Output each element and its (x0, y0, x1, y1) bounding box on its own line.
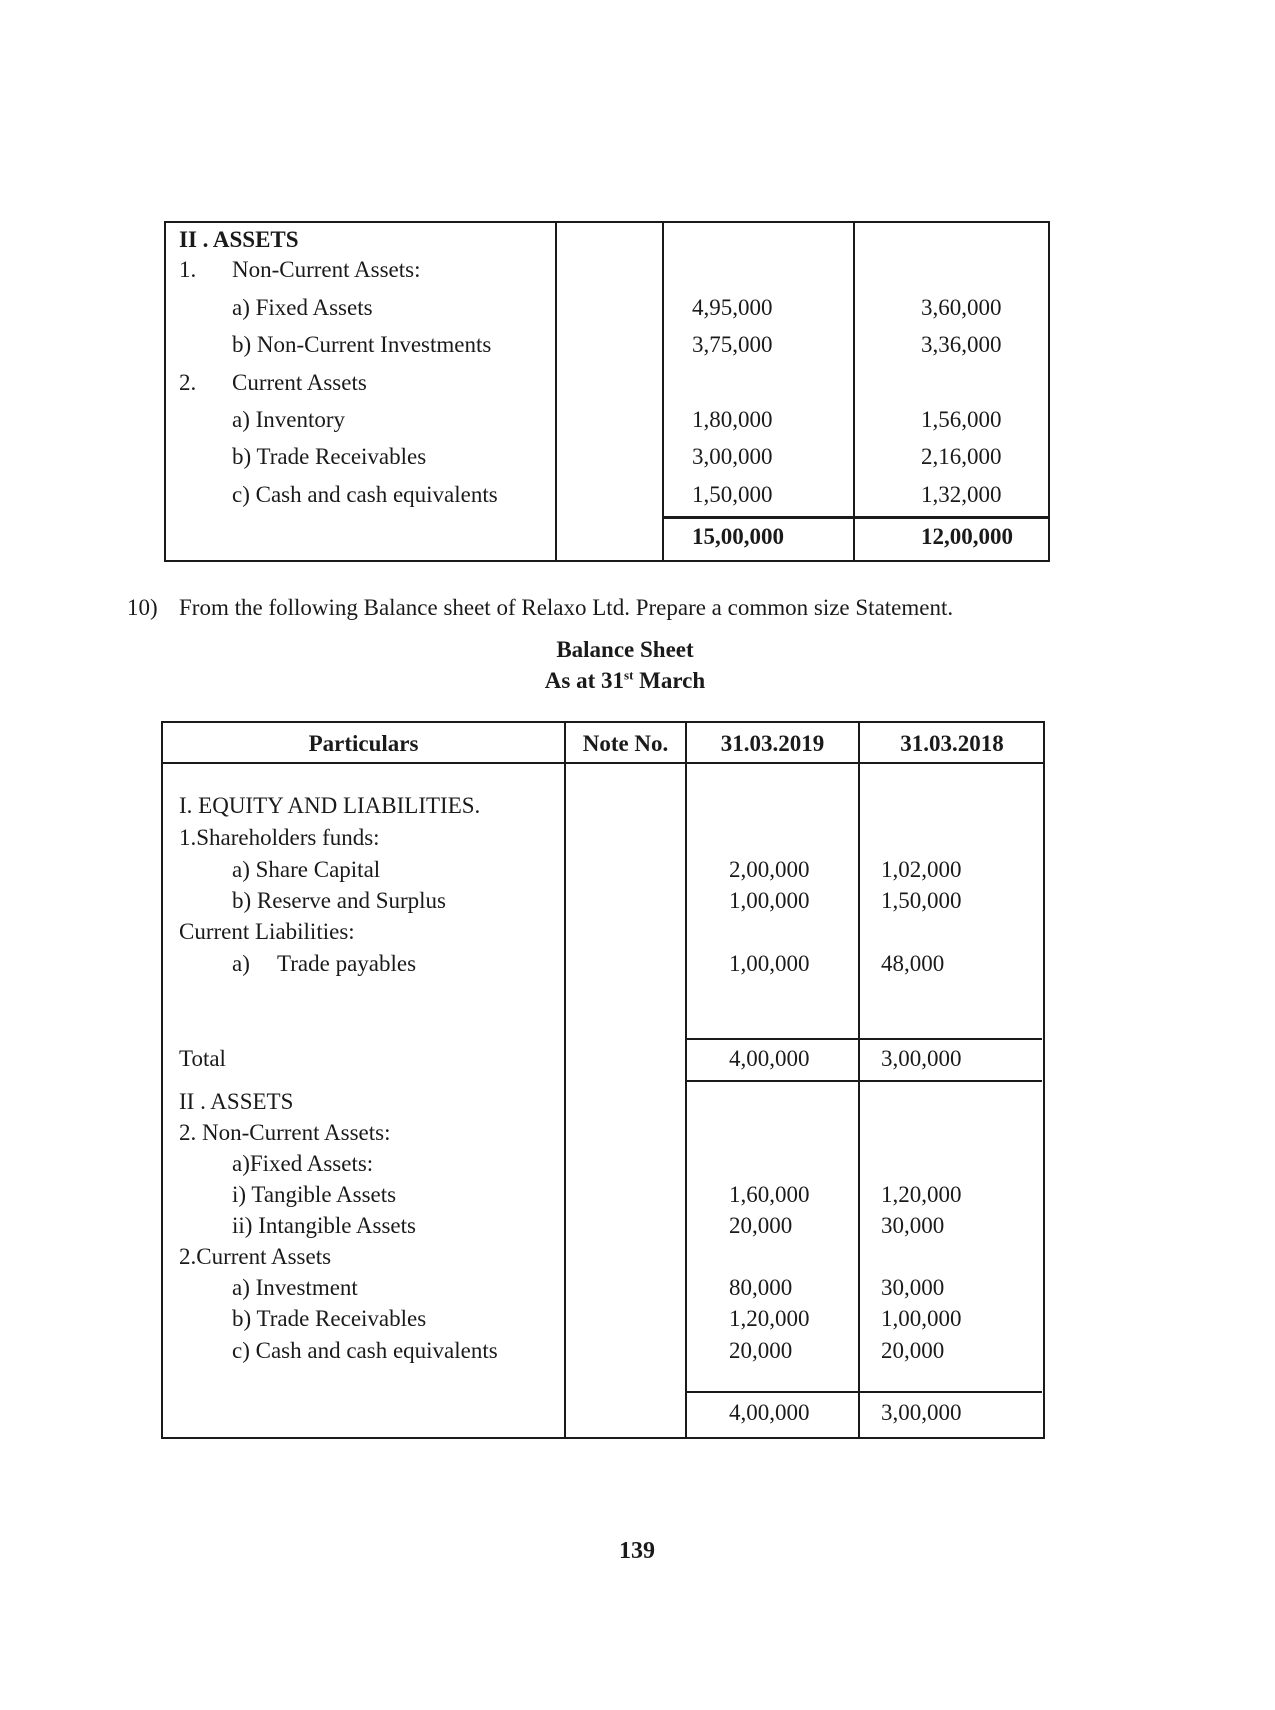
value-py: 3,36,000 (921, 332, 1002, 357)
item-label: b) Non-Current Investments (232, 332, 492, 357)
value-cy: 3,75,000 (692, 332, 773, 357)
value-py: 1,02,000 (881, 857, 962, 882)
total-rule (686, 1038, 1042, 1040)
total-cy: 15,00,000 (692, 524, 784, 549)
row-label: a) Share Capital (232, 857, 381, 882)
row-label: ii) Intangible Assets (232, 1213, 416, 1238)
value-py: 1,00,000 (881, 1306, 962, 1331)
value-py: 30,000 (881, 1275, 945, 1300)
grand-total-py: 3,00,000 (881, 1400, 962, 1425)
column-divider (853, 221, 855, 562)
total-rule (686, 1391, 1042, 1393)
sheet-title: Balance Sheet (556, 637, 694, 662)
row-label: I. EQUITY AND LIABILITIES. (179, 793, 481, 818)
value-cy: 1,20,000 (729, 1306, 810, 1331)
row-label: 2.Current Assets (179, 1244, 332, 1269)
value-py: 30,000 (881, 1213, 945, 1238)
grand-total-cy: 4,00,000 (729, 1400, 810, 1425)
column-divider (662, 221, 664, 562)
value-cy: 80,000 (729, 1275, 793, 1300)
total-rule (663, 516, 1049, 519)
header-rule (161, 762, 1045, 764)
value-py: 2,16,000 (921, 444, 1002, 469)
row-label: b) Reserve and Surplus (232, 888, 446, 913)
value-py: 48,000 (881, 951, 945, 976)
row-label: a) (232, 951, 250, 976)
column-divider (555, 221, 557, 562)
value-cy: 3,00,000 (692, 444, 773, 469)
row-label: a)Fixed Assets: (232, 1151, 374, 1176)
item-number: 2. (179, 370, 197, 395)
value-cy: 20,000 (729, 1213, 793, 1238)
row-label: 1.Shareholders funds: (179, 825, 380, 850)
row-label: Trade payables (277, 951, 417, 976)
row-label: II . ASSETS (179, 1089, 294, 1114)
value-py: 1,56,000 (921, 407, 1002, 432)
item-label: a) Inventory (232, 407, 346, 432)
value-cy: 1,00,000 (729, 951, 810, 976)
total-label: Total (179, 1046, 226, 1071)
row-label: b) Trade Receivables (232, 1306, 427, 1331)
item-label: Current Assets (232, 370, 367, 395)
column-divider (564, 721, 566, 1439)
page-number: 139 (619, 1538, 655, 1564)
total-py: 3,00,000 (881, 1046, 962, 1071)
value-py: 1,50,000 (881, 888, 962, 913)
value-py: 1,32,000 (921, 482, 1002, 507)
value-py: 20,000 (881, 1338, 945, 1363)
row-label: a) Investment (232, 1275, 358, 1300)
value-cy: 1,50,000 (692, 482, 773, 507)
row-label: i) Tangible Assets (232, 1182, 397, 1207)
question-number: 10) (127, 595, 158, 620)
value-py: 3,60,000 (921, 295, 1002, 320)
value-cy: 1,60,000 (729, 1182, 810, 1207)
value-cy: 2,00,000 (729, 857, 810, 882)
row-label: Current Liabilities: (179, 919, 355, 944)
row-label: c) Cash and cash equivalents (232, 1338, 498, 1363)
total-cy: 4,00,000 (729, 1046, 810, 1071)
item-label: Non-Current Assets: (232, 257, 421, 282)
section-heading: II . ASSETS (179, 227, 299, 252)
question-text: From the following Balance sheet of Relaxo Ltd. Prepare a common size Statement. (179, 595, 954, 620)
value-cy: 1,80,000 (692, 407, 773, 432)
item-label: a) Fixed Assets (232, 295, 373, 320)
item-label: b) Trade Receivables (232, 444, 427, 469)
column-header: Particulars (308, 731, 419, 756)
column-header: Note No. (582, 731, 669, 756)
item-number: 1. (179, 257, 197, 282)
value-cy: 4,95,000 (692, 295, 773, 320)
value-cy: 1,00,000 (729, 888, 810, 913)
item-label: c) Cash and cash equivalents (232, 482, 498, 507)
total-rule (686, 1080, 1042, 1082)
value-py: 1,20,000 (881, 1182, 962, 1207)
sheet-subtitle: As at 31st March (544, 667, 706, 693)
total-py: 12,00,000 (921, 524, 1013, 549)
row-label: 2. Non-Current Assets: (179, 1120, 391, 1145)
column-header: 31.03.2019 (720, 731, 825, 756)
value-cy: 20,000 (729, 1338, 793, 1363)
column-header: 31.03.2018 (900, 731, 1004, 756)
